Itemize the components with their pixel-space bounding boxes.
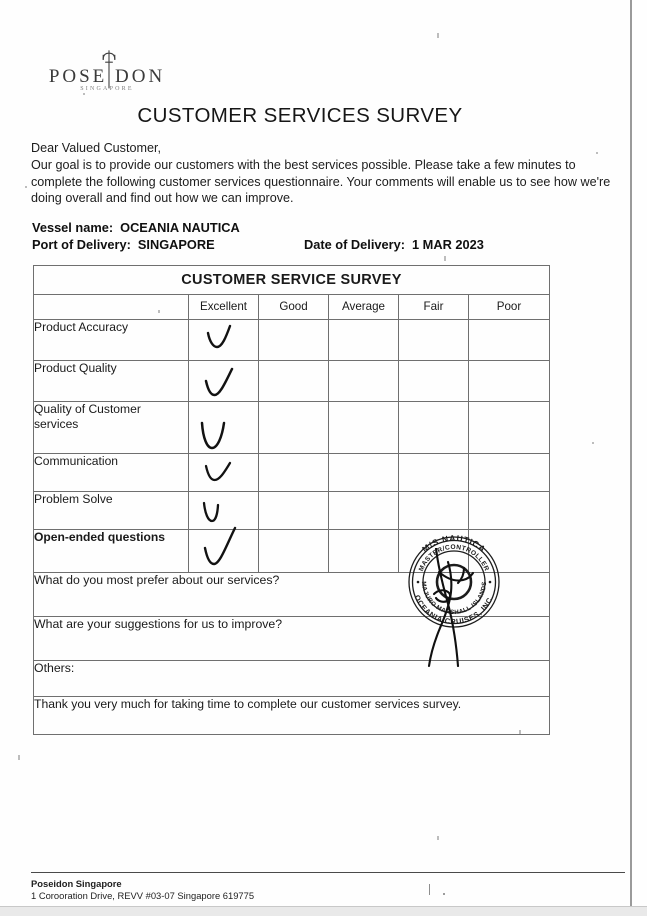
scan-speck [592, 442, 594, 444]
criterion-label: Product Quality [34, 361, 189, 402]
table-row [34, 402, 550, 454]
column-header-fair: Fair [399, 295, 469, 320]
scan-speck [437, 33, 439, 38]
open-question-others[interactable]: Others: [34, 661, 550, 697]
rating-cell-average[interactable] [329, 320, 399, 361]
column-header-average: Average [329, 295, 399, 320]
criterion-label: Communication [34, 454, 189, 492]
vessel-label: Vessel name: [32, 220, 114, 235]
corner-cell [34, 295, 189, 320]
rating-cell-poor[interactable] [469, 402, 550, 454]
date-label: Date of Delivery: [304, 237, 405, 252]
page-title: CUSTOMER SERVICES SURVEY [137, 104, 463, 127]
rating-cell-poor[interactable] [469, 492, 550, 530]
rating-cell-average[interactable] [329, 530, 399, 573]
svg-text:MASTER/CONTROLLER: MASTER/CONTROLLER [417, 543, 491, 573]
vessel-value: OCEANIA NAUTICA [120, 220, 240, 235]
table-row [34, 361, 550, 402]
rating-cell-fair[interactable] [399, 361, 469, 402]
rating-cell-fair[interactable] [399, 320, 469, 361]
footer-divider [31, 872, 625, 873]
rating-cell-fair[interactable] [399, 492, 469, 530]
port-line [32, 236, 592, 253]
scan-speck [444, 256, 446, 261]
survey-table [33, 265, 550, 735]
table-caption: CUSTOMER SERVICE SURVEY [34, 266, 550, 295]
rating-cell-fair[interactable] [399, 530, 469, 573]
criterion-label: Open-ended questions [34, 530, 189, 573]
column-header-good: Good [259, 295, 329, 320]
rating-cell-excellent[interactable] [189, 402, 259, 454]
page-footer [31, 878, 591, 903]
rating-cell-excellent[interactable] [189, 361, 259, 402]
rating-cell-poor[interactable] [469, 530, 550, 573]
checkmark-icon [201, 526, 247, 570]
scan-edge-line [630, 0, 632, 915]
rating-cell-good[interactable] [259, 454, 329, 492]
checkmark-icon [201, 500, 237, 528]
port-label: Port of Delivery: [32, 237, 131, 252]
footer-company: Poseidon Singapore [31, 878, 122, 889]
svg-text:M/S NAUTICA: M/S NAUTICA [420, 532, 489, 555]
port-value: SINGAPORE [137, 237, 215, 252]
rating-cell-excellent[interactable] [189, 492, 259, 530]
checkmark-icon [203, 460, 243, 488]
rating-cell-average[interactable] [329, 402, 399, 454]
scan-speck [437, 836, 439, 840]
scan-speck [25, 186, 27, 188]
rating-cell-poor[interactable] [469, 454, 550, 492]
table-row [34, 454, 550, 492]
column-header-excellent: Excellent [189, 295, 259, 320]
intro-paragraph: Our goal is to provide our customers with the best services possible. Please take a few minutes to complete the following customer services questionnaire. Your comments will enable us to see how we're doing overall and find out how we can improve. [31, 157, 611, 206]
rating-cell-average[interactable] [329, 454, 399, 492]
footer-address: 1 Corooration Drive, REVV #03-07 Singapore 619775 [31, 890, 255, 902]
checkmark-icon [203, 324, 243, 354]
date-value: 1 MAR 2023 [412, 237, 484, 252]
svg-text:OCEANIA CRUISES, INC.: OCEANIA CRUISES, INC. [412, 593, 496, 627]
salutation: Dear Valued Customer, [31, 141, 161, 155]
rating-cell-average[interactable] [329, 361, 399, 402]
vessel-line [32, 219, 592, 236]
rating-cell-good[interactable] [259, 320, 329, 361]
delivery-meta [32, 219, 592, 253]
logo-wordmark: POSE DON [48, 66, 166, 87]
checkmark-icon [199, 420, 241, 454]
table-row [34, 320, 550, 361]
criterion-label: Quality of Customer services [34, 402, 189, 454]
rating-cell-poor[interactable] [469, 320, 550, 361]
table-header-row [34, 295, 550, 320]
footer-artifact [429, 884, 430, 895]
table-caption-row [34, 266, 550, 295]
rating-cell-average[interactable] [329, 492, 399, 530]
scan-speck [18, 755, 20, 760]
criterion-label: Product Accuracy [34, 320, 189, 361]
open-question-1[interactable]: What do you most prefer about our services? [34, 573, 550, 617]
table-row [34, 492, 550, 530]
open-question-2[interactable]: What are your suggestions for us to improve? [34, 617, 550, 661]
table-row [34, 661, 550, 697]
logo-tagline: SINGAPORE [80, 86, 134, 92]
footer-artifact-dot [443, 893, 445, 895]
table-row [34, 573, 550, 617]
rating-cell-excellent[interactable] [189, 454, 259, 492]
svg-text:MAJURO MARSHALL ISLANDS: MAJURO MARSHALL ISLANDS [419, 581, 489, 617]
date-group [304, 236, 484, 253]
rating-cell-good[interactable] [259, 530, 329, 573]
checkmark-icon [202, 367, 244, 399]
rating-cell-good[interactable] [259, 361, 329, 402]
column-header-poor: Poor [469, 295, 550, 320]
table-row [34, 617, 550, 661]
thanks-message: Thank you very much for taking time to complete our customer services survey. [34, 697, 550, 735]
criterion-label: Problem Solve [34, 492, 189, 530]
rating-cell-fair[interactable] [399, 454, 469, 492]
rating-cell-good[interactable] [259, 492, 329, 530]
table-row [34, 530, 550, 573]
rating-cell-fair[interactable] [399, 402, 469, 454]
rating-cell-good[interactable] [259, 402, 329, 454]
rating-cell-poor[interactable] [469, 361, 550, 402]
rating-cell-excellent[interactable] [189, 530, 259, 573]
poseidon-logo [32, 50, 182, 98]
intro-block [31, 140, 611, 207]
table-row [34, 697, 550, 735]
rating-cell-excellent[interactable] [189, 320, 259, 361]
